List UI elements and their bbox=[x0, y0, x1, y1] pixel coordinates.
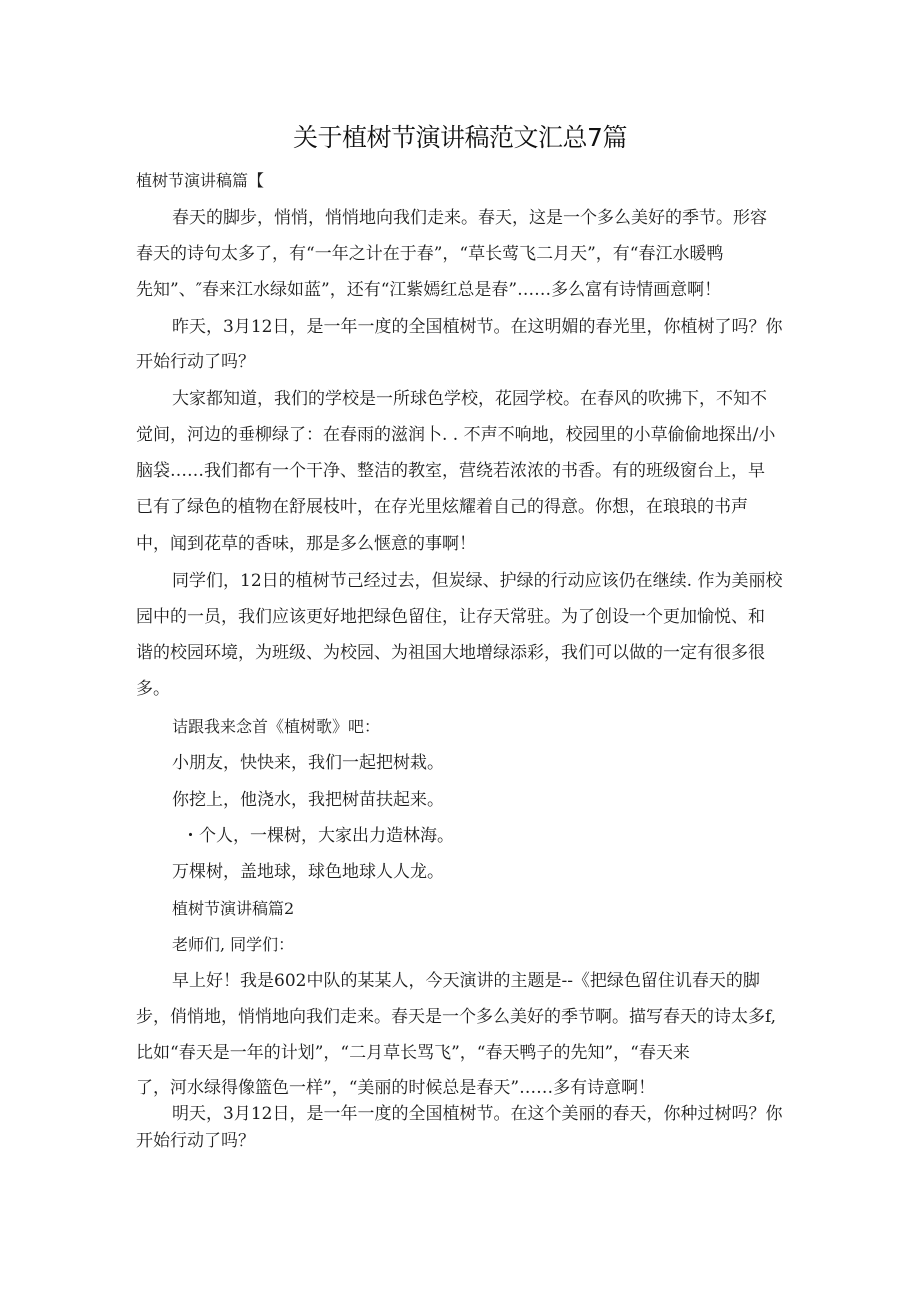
paragraph-line: 园中的一员，我们应该更好地把绿色留住，让存天常驻。为了创设一个更加愉悦、和 bbox=[136, 607, 765, 627]
paragraph-line: 多。 bbox=[136, 679, 170, 699]
paragraph-line: 觉间，河边的垂柳绿了：在春雨的滋润卜. . 不声不响地，校园里的小草偷偷地探出/小 bbox=[136, 425, 776, 445]
paragraph-line: 春天的脚步，悄悄，悄悄地向我们走来。春天，这是一个多么美好的季节。形容 bbox=[172, 208, 767, 228]
poem-line: 小朋友，快快来，我们一起把树栽。 bbox=[172, 753, 444, 773]
paragraph-line: 步，俏悄地，悄悄地向我们走来。春天是一个多么美好的季节啊。描写春天的诗太多f, bbox=[136, 1007, 777, 1027]
paragraph-line: 春天的诗句太多了，有“一年之计在于春”，“草长莺飞二月天”，有“春江水暖鸭 bbox=[136, 244, 724, 264]
paragraph-line: 早上好！我是602中队的某某人，今天演讲的主题是--《把绿色留住讥春天的脚 bbox=[172, 971, 760, 991]
section-heading-2: 植树节演讲稿篇2 bbox=[172, 899, 295, 918]
greeting: 老师们, 同学们： bbox=[172, 935, 295, 954]
paragraph-line: 脑袋……我们都有一个干净、整洁的教室，营绕若浓浓的书香。有的班级窗台上，早 bbox=[136, 461, 765, 481]
paragraph-line: 已有了绿色的植物在舒展枝叶，在存光里炫耀着自己的得意。你想，在琅琅的书声 bbox=[136, 497, 748, 517]
paragraph-line: 先知”、″春来江水绿如蓝”，还有“江紫嫣红总是春”……多么富有诗情画意啊！ bbox=[136, 280, 722, 300]
poem-line: 万棵树，盖地球，球色地球人人龙。 bbox=[172, 862, 444, 882]
paragraph-line: 比如“春天是一年的计划”，“二月草长骂飞”，“春天鸭子的先知”，“春天来 bbox=[136, 1043, 690, 1063]
paragraph-line: 开始行动了吗？ bbox=[136, 352, 255, 372]
document-title: 关于植树节演讲稿范文汇总7篇 bbox=[293, 123, 627, 152]
paragraph-line: 中，闻到花草的香味，那是多么惬意的事啊！ bbox=[136, 534, 476, 554]
paragraph-line: 同学们，12日的植树节己经过去，但炭绿、护绿的行动应该仍在继续. 作为美丽校 bbox=[172, 571, 783, 591]
paragraph-line: 开始行动了吗？ bbox=[136, 1131, 255, 1151]
poem-line: 你挖上，他浇水，我把树苗扶起来。 bbox=[172, 790, 444, 810]
paragraph-line: 大家都知道，我们的学校是一所球色学校，花园学校。在春风的吹拂下，不知不 bbox=[172, 389, 767, 409]
paragraph-line: 昨天，3月12日，是一年一度的全国植树节。在这明媚的春光里，你植树了吗？你 bbox=[172, 317, 783, 337]
poem-line: ・个人，一棵树，大家出力造林海。 bbox=[182, 826, 454, 846]
paragraph-line: 谐的校园环境，为班级、为校园、为祖国大地增绿添彩，我们可以做的一定有很多很 bbox=[136, 643, 765, 663]
paragraph-line: 了，河水绿得像篮色一样”，“美丽的时候总是春天”……多有诗意啊！ bbox=[136, 1078, 656, 1098]
paragraph-line: 明天，3月12日，是一年一度的全国植树节。在这个美丽的春天，你种过树吗？你 bbox=[172, 1104, 783, 1124]
poem-intro: 诘跟我来念首《植树歌》吧： bbox=[172, 717, 381, 736]
section-heading-1: 植树节演讲稿篇【 bbox=[136, 171, 265, 190]
